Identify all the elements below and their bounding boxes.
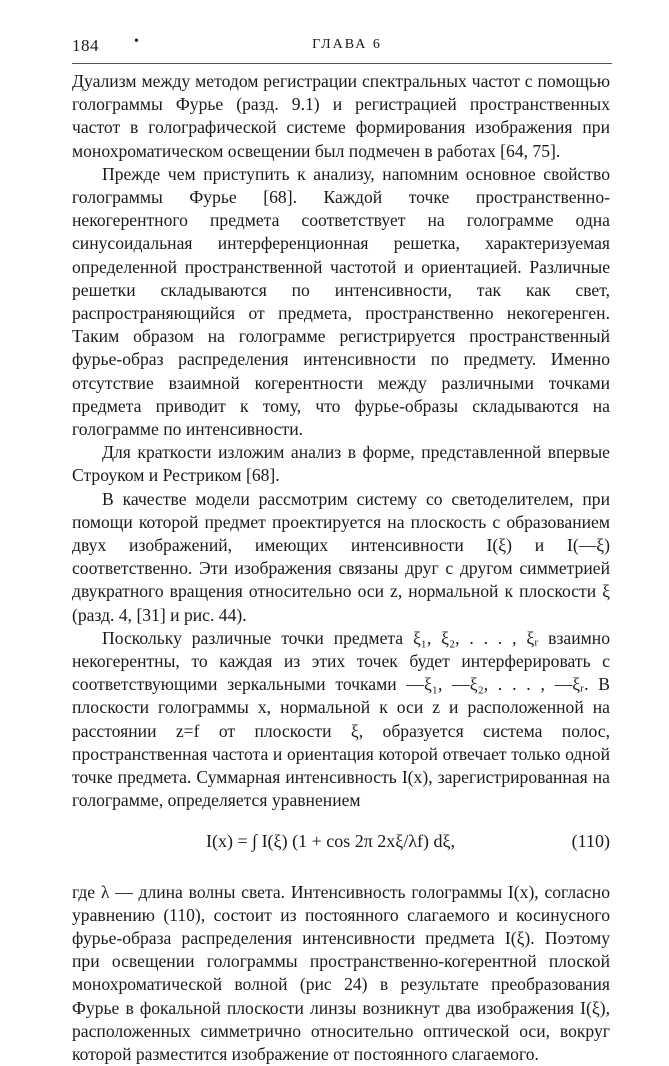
equation-110 — [72, 821, 610, 869]
header-mark: • — [134, 34, 139, 50]
page-header — [72, 36, 612, 60]
equation-formula: I(x) = ∫ I(ξ) (1 + cos 2π 2xξ/λf) dξ, — [206, 831, 455, 852]
paragraph-5: Поскольку различные точки предмета ξ₁, ξ₂, . . . , ξᵣ взаимно некогерентны, то каждая из этих точек будет интерферировать с соответствующими зеркальными точками —ξ₁, —ξ₂, . . . , —ξᵣ. В плоскости голограммы x, нормальной к оси z и расположенной на расстоянии z=f от плоскости ξ, образуется система полос, пространственная частота и ориентация которой отвечает только одной точке предмета. Суммарная интенсивность I(x), зарегистрированная на голограмме, определяется уравнением — [72, 627, 610, 813]
paragraph-4: В качестве модели рассмотрим систему со светоделителем, при помощи которой предмет проектируется на плоскость с образованием двух изображений, имеющих интенсивности I(ξ) и I(—ξ) соответственно. Эти изображения связаны друг с другом симметрией двукратного вращения относительно оси z, нормальной к плоскости ξ (разд. 4, [31] и рис. 44). — [72, 488, 610, 627]
running-head: ГЛАВА 6 — [72, 37, 612, 53]
page-number: 184 — [72, 36, 99, 56]
paragraph-1: Дуализм между методом регистрации спектральных частот с помощью голограммы Фурье (разд. 9.1) и регистрацией пространственных частот в голографической системе формирования изображения при монохроматическом освещении был подмечен в работах [64, 75]. — [72, 70, 610, 163]
header-rule — [72, 63, 612, 64]
equation-number: (110) — [572, 831, 610, 852]
body-text — [72, 70, 610, 1066]
paragraph-3: Для краткости изложим анализ в форме, представленной впервые Строуком и Рестриком [68]. — [72, 441, 610, 487]
paragraph-2: Прежде чем приступить к анализу, напомним основное свойство голограммы Фурье [68]. Каждой точке пространственно-некогерентного предмета соответствует на голограмме одна синусоидальная интерференционная решетка, характеризуемая определенной пространственной частотой и ориентацией. Различные решетки складываются по интенсивности, так как свет, распространяющийся от предмета, пространственно некогеренген. Таким образом на голограмме регистрируется пространственный фурье-образ распределения интенсивности по предмету. Именно отсутствие взаимной когерентности между различными точками предмета приводит к тому, что фурье-образы складываются на голограмме по интенсивности. — [72, 163, 610, 441]
paragraph-6: где λ — длина волны света. Интенсивность голограммы I(x), согласно уравнению (110), состоит из постоянного слагаемого и косинусного фурье-образа распределения интенсивности предмета I(ξ). Поэтому при освещении голограммы пространственно-когерентной плоской монохроматической волной (рис 24) в результате преобразования Фурье в фокальной плоскости линзы возникнут два изображения I(ξ), расположенных симметрично относительно оптической оси, вокруг которой разместится изображение от постоянного слагаемого. — [72, 881, 610, 1066]
